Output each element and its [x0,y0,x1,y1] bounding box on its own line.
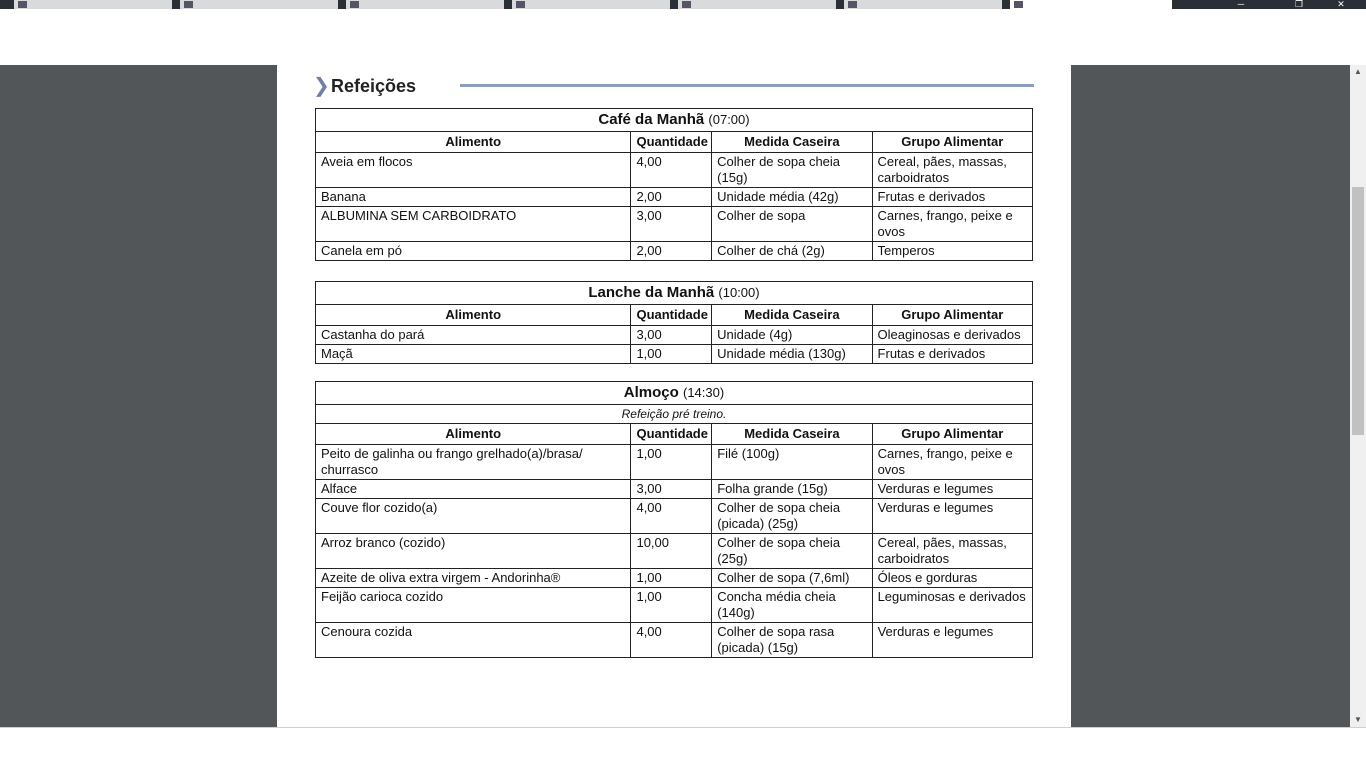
favicon-icon [516,1,525,8]
cell-medida-caseira: Colher de chá (2g) [712,242,872,261]
meal-name: Almoço [623,384,679,401]
column-header-quantidade: Quantidade [631,305,712,326]
table-row [316,207,1033,242]
meal-title [316,109,1033,132]
cell-quantidade: 4,00 [631,153,712,188]
table-row [316,499,1033,534]
table-row [316,326,1033,345]
column-header-grupo-alimentar: Grupo Alimentar [872,305,1032,326]
minimize-icon[interactable]: ─ [1237,0,1245,9]
column-header-alimento: Alimento [316,424,631,445]
column-header-row [316,424,1033,445]
arrow-down-icon[interactable]: ▼ [1354,715,1362,724]
cell-grupo-alimentar: Temperos [872,242,1032,261]
cell-quantidade: 1,00 [631,445,712,480]
favicon-icon [18,1,27,8]
meal-table-lanche-da-manha [315,281,1033,364]
restore-icon[interactable]: ❐ [1294,0,1304,9]
cell-quantidade: 1,00 [631,345,712,364]
cell-medida-caseira: Unidade (4g) [712,326,872,345]
cell-grupo-alimentar: Carnes, frango, peixe e ovos [872,445,1032,480]
cell-alimento: Feijão carioca cozido [316,588,631,623]
meal-title [316,382,1033,405]
cell-quantidade: 4,00 [631,499,712,534]
favicon-icon [848,1,857,8]
favicon-icon [350,1,359,8]
cell-quantidade: 2,00 [631,242,712,261]
cell-medida-caseira: Colher de sopa [712,207,872,242]
browser-tab[interactable] [14,0,172,9]
close-icon[interactable]: ✕ [1337,0,1345,9]
browser-tab[interactable] [180,0,338,9]
cell-alimento: ALBUMINA SEM CARBOIDRATO [316,207,631,242]
table-row [316,153,1033,188]
status-area [0,727,1366,769]
cell-medida-caseira: Colher de sopa cheia (15g) [712,153,872,188]
browser-tab[interactable] [346,0,504,9]
browser-tab[interactable] [512,0,670,9]
cell-alimento: Castanha do pará [316,326,631,345]
cell-medida-caseira: Colher de sopa rasa (picada) (15g) [712,623,872,658]
meal-header-row [316,282,1033,305]
scrollbar-thumb[interactable] [1352,187,1364,435]
column-header-row [316,132,1033,153]
meal-time: (07:00) [708,112,750,127]
cell-grupo-alimentar: Cereal, pães, massas, carboidratos [872,534,1032,569]
cell-quantidade: 10,00 [631,534,712,569]
meal-header-row [316,382,1033,405]
favicon-icon [184,1,193,8]
cell-alimento: Cenoura cozida [316,623,631,658]
cell-grupo-alimentar: Frutas e derivados [872,345,1032,364]
meal-header-row [316,109,1033,132]
cell-grupo-alimentar: Oleaginosas e derivados [872,326,1032,345]
meal-table-almoco [315,381,1033,658]
cell-grupo-alimentar: Leguminosas e derivados [872,588,1032,623]
column-header-grupo-alimentar: Grupo Alimentar [872,132,1032,153]
meal-name: Café da Manhã [598,111,705,128]
cell-grupo-alimentar: Verduras e legumes [872,480,1032,499]
column-header-quantidade: Quantidade [631,132,712,153]
meal-title [316,282,1033,305]
cell-quantidade: 4,00 [631,623,712,658]
chevron-right-icon: ❯ [313,75,330,97]
cell-quantidade: 1,00 [631,588,712,623]
table-row [316,480,1033,499]
meal-time: (10:00) [718,285,760,300]
column-header-quantidade: Quantidade [631,424,712,445]
section-rule [460,84,1034,87]
cell-alimento: Arroz branco (cozido) [316,534,631,569]
browser-tab-active[interactable] [1010,0,1172,9]
column-header-medida-caseira: Medida Caseira [712,132,872,153]
meal-name: Lanche da Manhã [588,284,715,301]
cell-medida-caseira: Unidade média (42g) [712,188,872,207]
cell-grupo-alimentar: Carnes, frango, peixe e ovos [872,207,1032,242]
meal-time: (14:30) [682,385,725,400]
favicon-icon [682,1,691,8]
column-header-medida-caseira: Medida Caseira [712,305,872,326]
cell-medida-caseira: Unidade média (130g) [712,345,872,364]
cell-alimento: Azeite de oliva extra virgem - Andorinha® [316,569,631,588]
favicon-icon [1014,1,1023,8]
column-header-row [316,305,1033,326]
cell-quantidade: 1,00 [631,569,712,588]
cell-medida-caseira: Colher de sopa cheia (25g) [712,534,872,569]
cell-grupo-alimentar: Óleos e gorduras [872,569,1032,588]
meal-note: Refeição pré treino. [316,405,1033,424]
cell-medida-caseira: Folha grande (15g) [712,480,872,499]
table-row [316,569,1033,588]
cell-medida-caseira: Concha média cheia (140g) [712,588,872,623]
cell-alimento: Peito de galinha ou frango grelhado(a)/brasa/ churrasco [316,445,631,480]
browser-tab-strip [0,0,1366,9]
cell-quantidade: 3,00 [631,207,712,242]
cell-grupo-alimentar: Verduras e legumes [872,623,1032,658]
table-row [316,445,1033,480]
cell-alimento: Alface [316,480,631,499]
cell-grupo-alimentar: Cereal, pães, massas, carboidratos [872,153,1032,188]
table-row [316,242,1033,261]
cell-quantidade: 3,00 [631,480,712,499]
cell-quantidade: 3,00 [631,326,712,345]
column-header-medida-caseira: Medida Caseira [712,424,872,445]
cell-medida-caseira: Filé (100g) [712,445,872,480]
column-header-alimento: Alimento [316,132,631,153]
table-row [316,588,1033,623]
browser-tab[interactable] [844,0,1002,9]
vertical-scrollbar[interactable] [1350,65,1366,727]
meal-note-row [316,405,1033,424]
table-row [316,345,1033,364]
cell-medida-caseira: Colher de sopa cheia (picada) (25g) [712,499,872,534]
section-header [313,75,1035,97]
cell-alimento: Canela em pó [316,242,631,261]
column-header-grupo-alimentar: Grupo Alimentar [872,424,1032,445]
cell-quantidade: 2,00 [631,188,712,207]
cell-medida-caseira: Colher de sopa (7,6ml) [712,569,872,588]
section-title: Refeições [331,76,417,96]
cell-grupo-alimentar: Frutas e derivados [872,188,1032,207]
table-row [316,188,1033,207]
arrow-up-icon[interactable]: ▲ [1354,67,1362,76]
browser-toolbar [0,9,1366,65]
browser-tab[interactable] [678,0,836,9]
column-header-alimento: Alimento [316,305,631,326]
cell-alimento: Banana [316,188,631,207]
cell-grupo-alimentar: Verduras e legumes [872,499,1032,534]
table-row [316,623,1033,658]
meal-table-cafe-da-manha [315,108,1033,261]
cell-alimento: Aveia em flocos [316,153,631,188]
table-row [316,534,1033,569]
cell-alimento: Maçã [316,345,631,364]
cell-alimento: Couve flor cozido(a) [316,499,631,534]
